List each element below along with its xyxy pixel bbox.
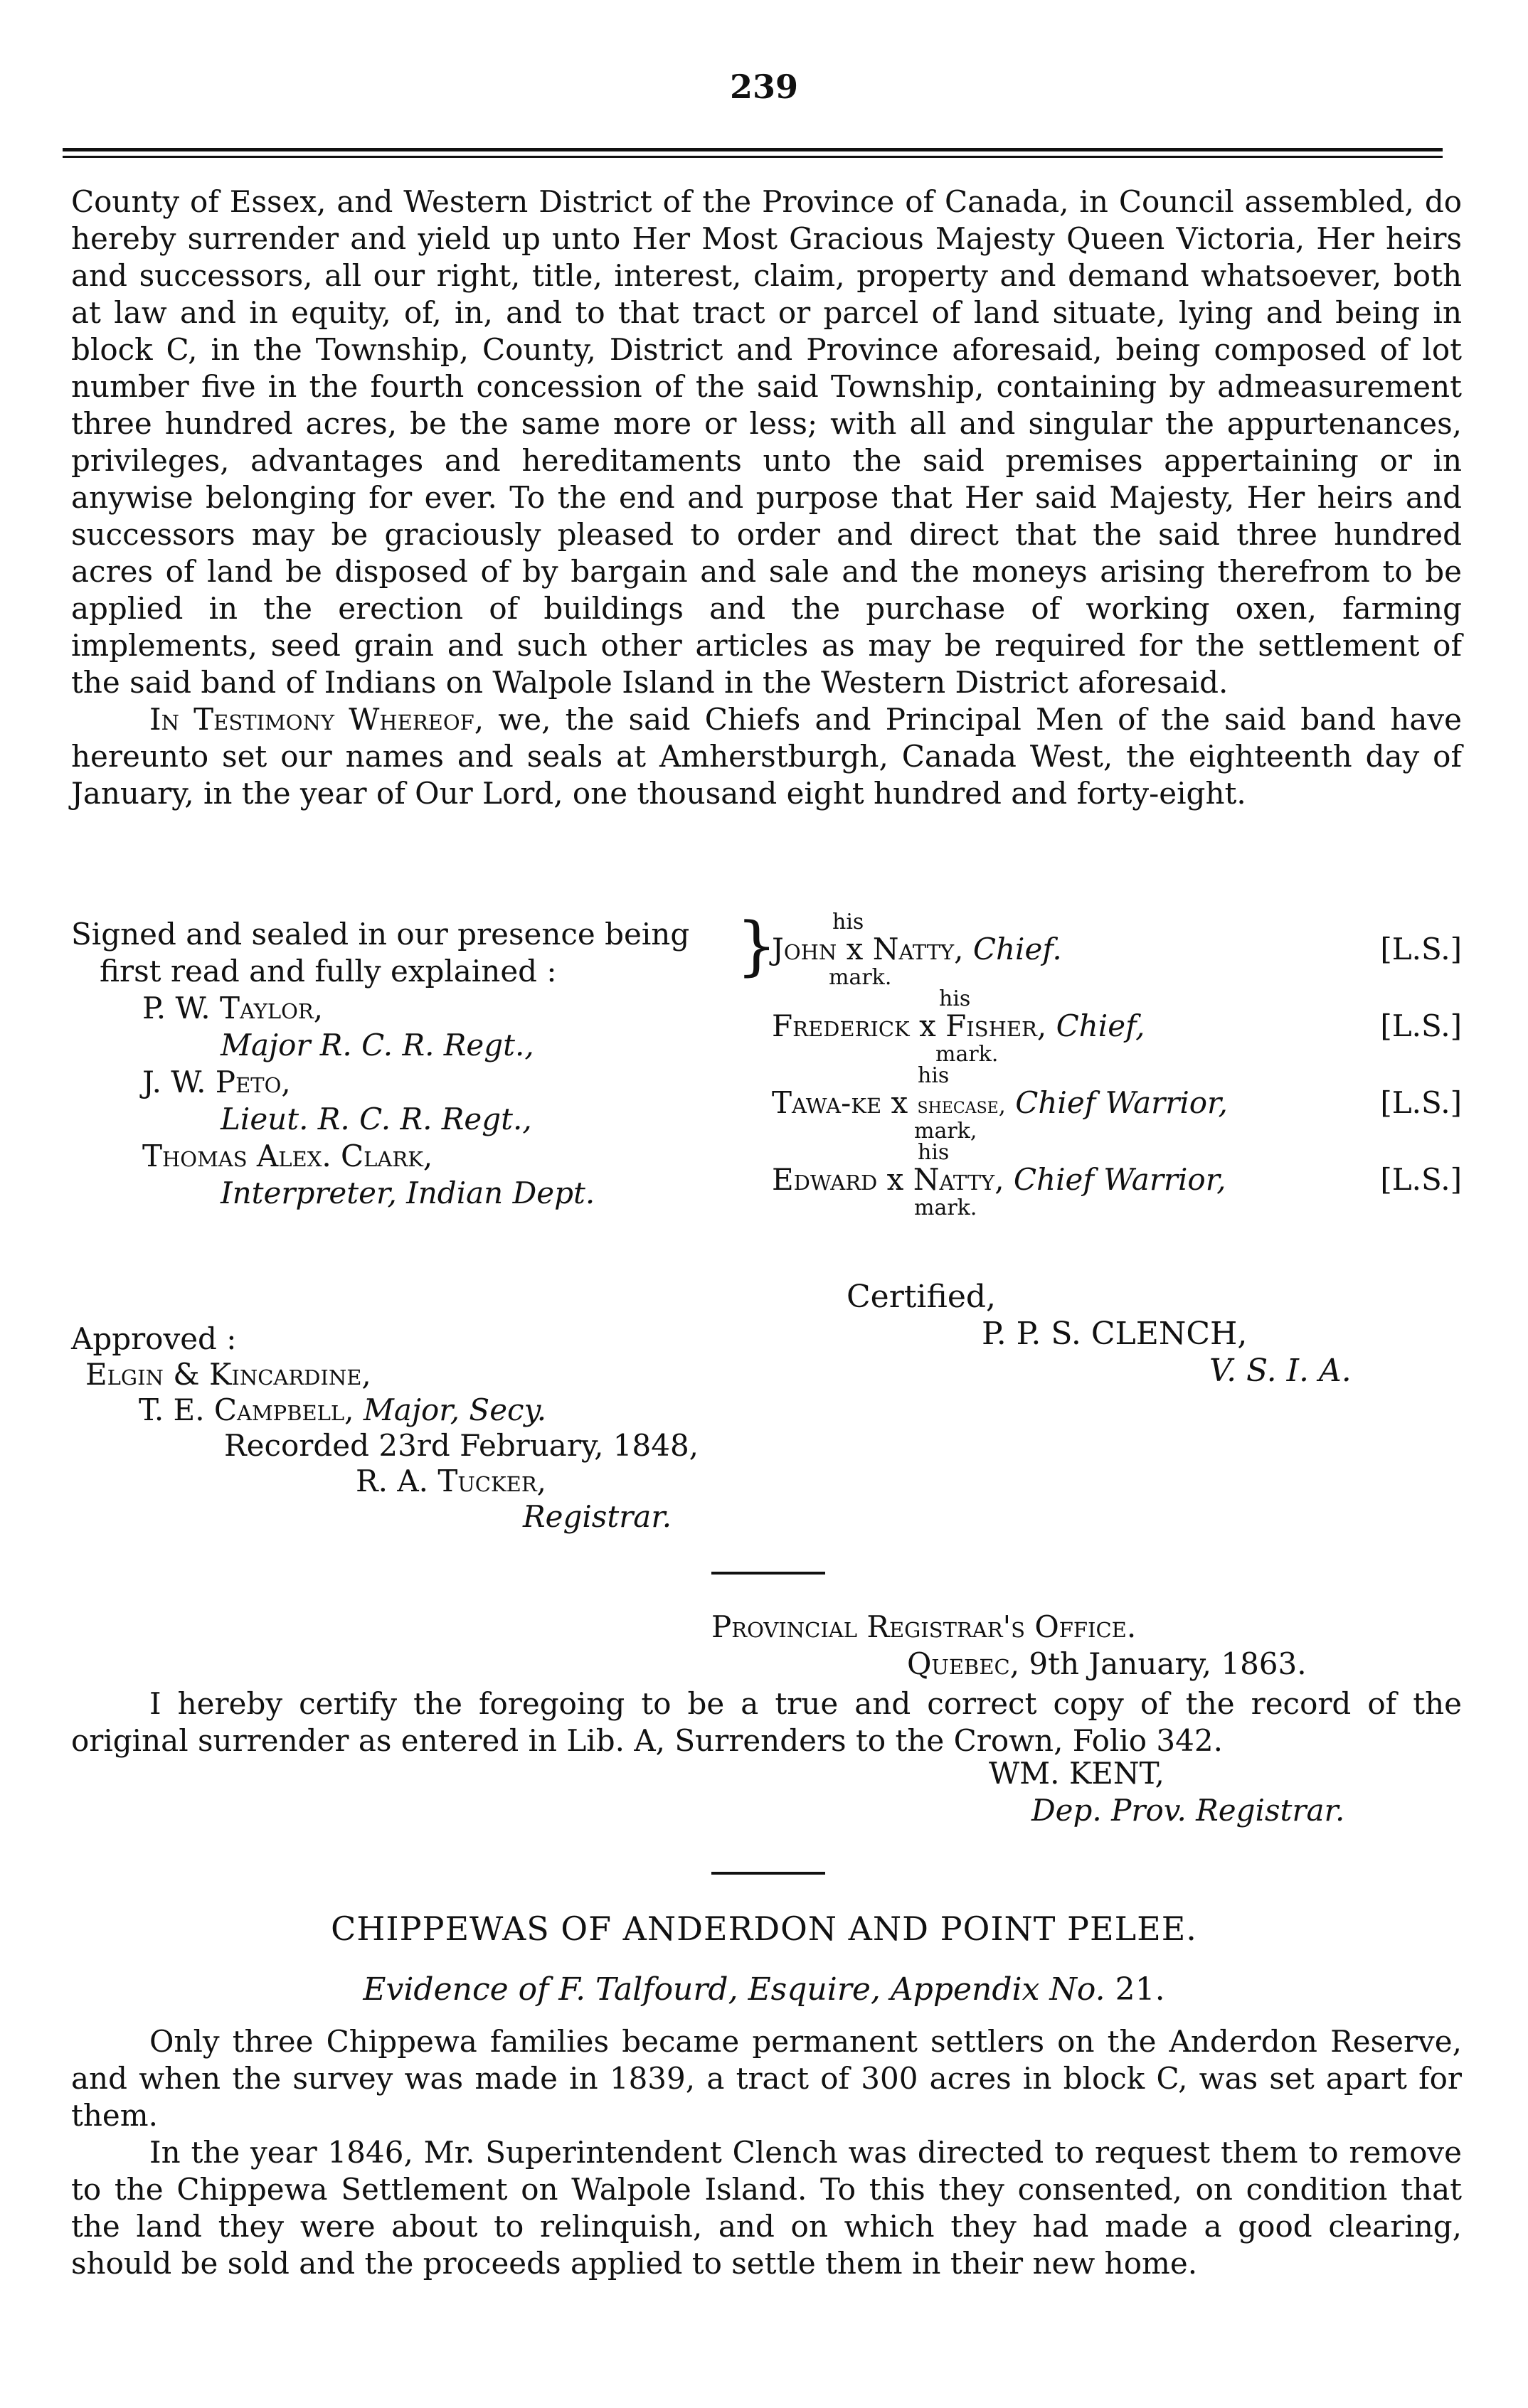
witness-title: Interpreter, Indian Dept. [221,1176,595,1210]
evidence-subheading: Evidence of F. Talfourd, Esquire, Appendix No. 21. [363,1971,1165,2008]
mark-label: mark, [914,1119,977,1144]
testimony-text: we, the said Chiefs and Principal Men of the said band have hereunto set our names and seals at Amherstburgh, Canada West, the eighteenth day of January, in the year of Our Lord, one thousand eight hundred and forty-eight. [71,702,1462,811]
surrender-text-block [71,183,1462,812]
chief-signature-row [772,1065,1462,1142]
chief-name: Tawa-ke x shecase, Chief Warrior, [772,1085,1228,1120]
approved-signer: Elgin & Kincardine, [85,1357,371,1392]
testimony-lead: In Testimony Whereof, [149,702,484,737]
his-label: his [918,1140,950,1165]
testimony-paragraph [71,701,1462,812]
his-label: his [832,910,864,934]
his-label: his [939,986,971,1011]
closing-paragraph: In the year 1846, Mr. Superintendent Clench was directed to request them to remove to the Chippewa Settlement on Walpole Island. To this they consented, on condition that the land they were about to relinquish, and on which they had made a good clearing, should be sold and the proceeds applied to settle them in their new home. [71,2135,1462,2281]
brace-glyph: } [736,909,778,984]
certify-paragraph: I hereby certify the foregoing to be a true and correct copy of the record of the original surrender as entered in Lib. A, Surrenders to the Crown, Folio 342. [71,1686,1462,1758]
chief-name: Frederick x Fisher, Chief, [772,1008,1145,1043]
page-number: 239 [729,68,799,106]
recorded-line: Recorded 23rd February, 1848, [224,1428,699,1463]
header-double-rule [63,148,1443,158]
witness-title: Major R. C. R. Regt., [221,1028,534,1062]
witness-block [71,916,768,1212]
section-heading: CHIPPEWAS OF ANDERDON AND POINT PELEE. [331,1909,1197,1948]
chief-name: Edward x Natty, Chief Warrior, [772,1162,1226,1197]
certified-title: V. S. I. A. [1209,1353,1352,1389]
seal-label: [L.S.] [1380,932,1462,966]
kent-signature-block [989,1755,1344,1829]
approved-block [71,1321,699,1535]
chiefs-signature-block [772,912,1462,1219]
witness-intro-line-2: first read and fully explained : [100,954,557,989]
kent-name: WM. KENT, [989,1756,1164,1791]
section-rule [711,1572,825,1575]
closing-paragraph: Only three Chippewa families became permanent settlers on the Anderdon Reserve, and when the survey was made in 1839, a tract of 300 acres in block C, was set apart for them. [71,2024,1462,2133]
chief-signature-row [772,1142,1462,1219]
registrar-title: Registrar. [523,1499,672,1534]
approved-label: Approved : [71,1321,237,1356]
certify-text-block [71,1685,1462,1759]
witness-name: Thomas Alex. Clark, [142,1139,433,1173]
seal-label: [L.S.] [1380,1162,1462,1197]
chief-signature-row [772,986,1462,1067]
witness-intro-line-1: Signed and sealed in our presence being [71,917,690,952]
witness-name: P. W. Taylor, [142,991,324,1025]
mark-label: mark. [829,965,892,990]
registrar-office-block [711,1609,1307,1683]
seal-label: [L.S.] [1380,1085,1462,1120]
chief-signature-row [772,912,1462,989]
certified-name: P. P. S. CLENCH, [982,1316,1248,1352]
surrender-paragraph: County of Essex, and Western District of the Province of Canada, in Council assembled, do hereby surrender and yield up unto Her Most Gracious Majesty Queen Victoria, Her heirs and successors, all our right, title, interest, claim, property and demand whatsoever, both at law and in equity, of, in, and to that tract or parcel of land situate, lying and being in block C, in the Township, County, District and Province aforesaid, being composed of lot number five in the fourth concession of the said Township, containing by admeasurement three hundred acres, be the same more or less; with all and singular the appurtenances, privileges, advantages and hereditaments unto the said premises appertaining or in anywise belonging for ever. To the end and purpose that Her said Majesty, Her heirs and successors may be graciously pleased to order and direct that the said three hundred acres of land be disposed of by bargain and sale and the moneys arising therefrom to be applied in the erection of buildings and the purchase of working oxen, farming implements, seed grain and such other articles as may be required for the settlement of the said band of Indians on Walpole Island in the Western District aforesaid. [71,184,1462,700]
closing-text-block [71,2023,1462,2282]
witness-title: Lieut. R. C. R. Regt., [221,1102,532,1136]
section-rule [711,1872,825,1875]
kent-title: Dep. Prov. Registrar. [1031,1793,1345,1828]
mark-label: mark. [935,1042,999,1067]
office-date: Quebec, 9th January, 1863. [907,1646,1307,1681]
registrar-name: R. A. Tucker, [356,1464,547,1498]
certified-label: Certified, [847,1279,997,1315]
witness-name: J. W. Peto, [142,1065,291,1099]
mark-label: mark. [914,1195,977,1220]
office-name: Provincial Registrar's Office. [711,1609,1137,1644]
approved-secretary: T. E. Campbell, Major, Secy. [139,1392,547,1427]
certified-block [847,1279,1352,1390]
chief-name: John x Natty, Chief. [772,932,1062,966]
seal-label: [L.S.] [1380,1008,1462,1043]
his-label: his [918,1063,950,1088]
